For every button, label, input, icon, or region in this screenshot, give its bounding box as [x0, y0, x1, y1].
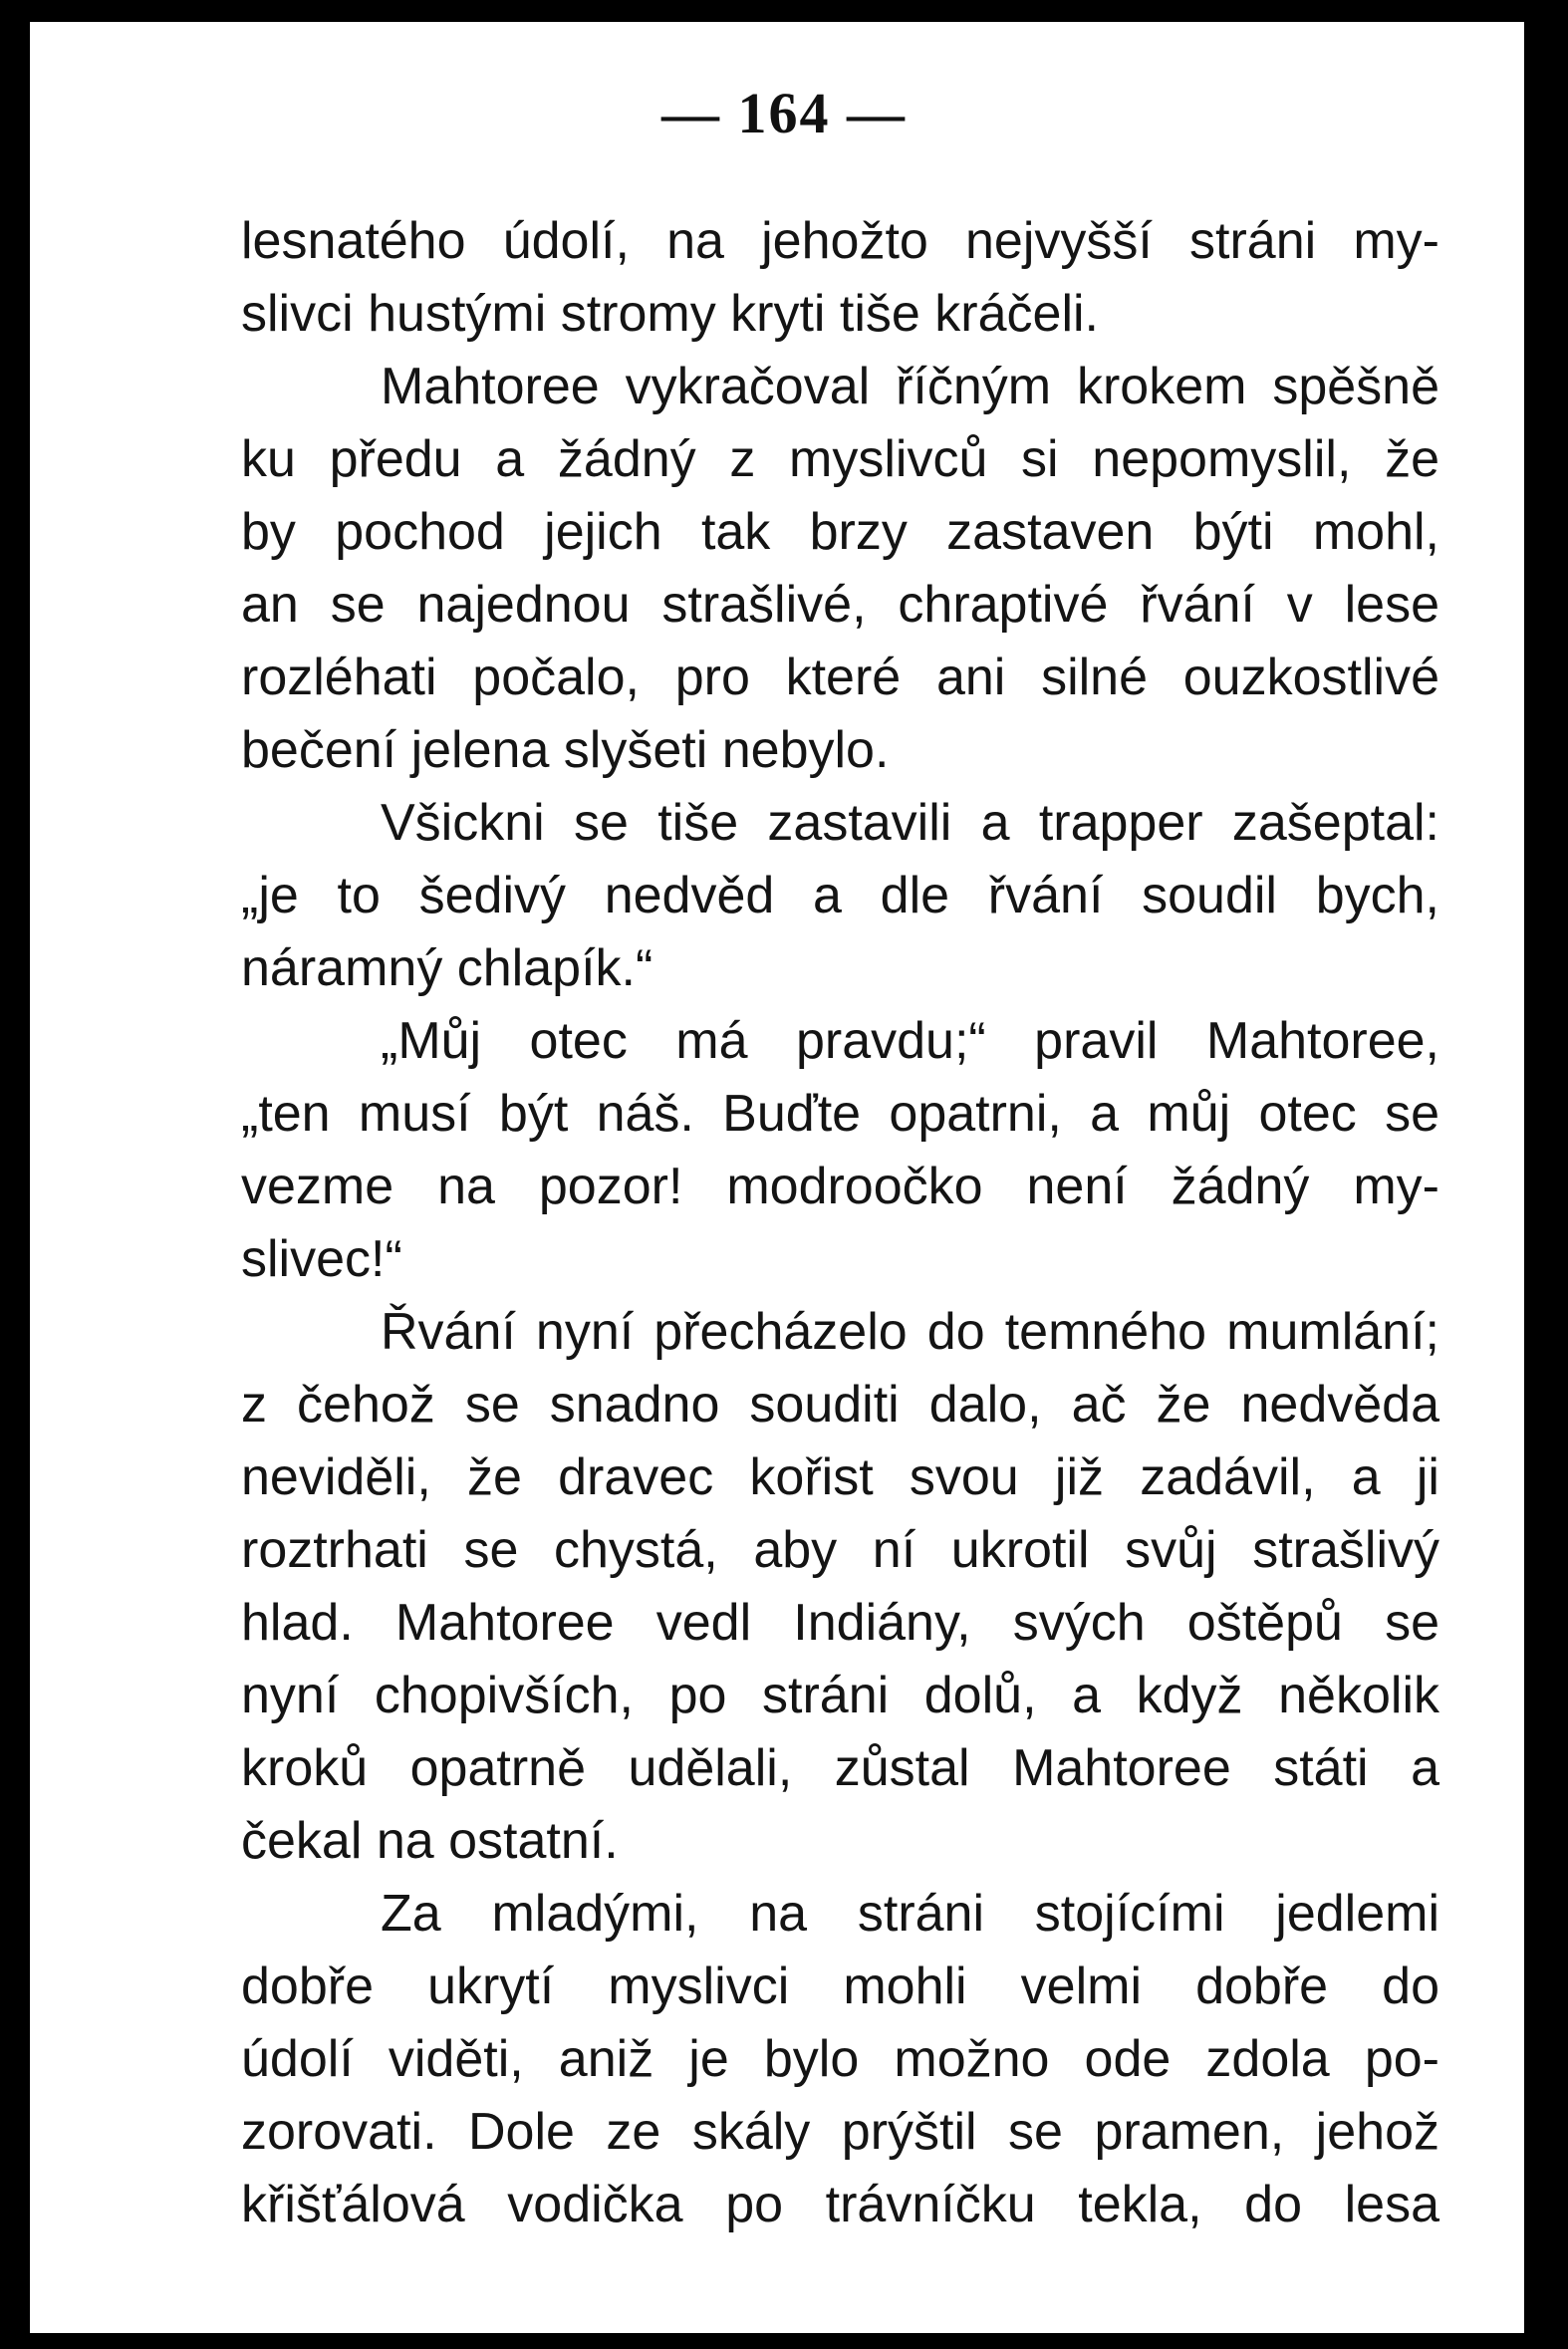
- page-number: — 164 —: [661, 81, 907, 145]
- text-line: nyní chopivších, po stráni dolů, a když několik: [241, 1667, 1439, 1724]
- text-line: bečení jelena slyšeti nebylo.: [241, 721, 890, 779]
- text-line: čekal na ostatní.: [241, 1812, 619, 1870]
- text-line: „je to šedivý nedvěd a dle řvání soudil bych,: [241, 867, 1439, 924]
- text-line: slivci hustými stromy kryti tiše kráčeli.: [241, 285, 1099, 343]
- text-line: an se najednou strašlivé, chraptivé řvání v lese: [241, 576, 1439, 634]
- text-line: Všickni se tiše zastavili a trapper zašeptal:: [381, 794, 1439, 852]
- text-line: křišťálová vodička po trávníčku tekla, do lesa: [241, 2176, 1439, 2233]
- text-line: náramný chlapík.“: [241, 939, 653, 997]
- page-edge-border: [1546, 0, 1568, 2349]
- text-line: vezme na pozor! modroočko není žádný my-: [241, 1158, 1439, 1215]
- text-line: „Můj otec má pravdu;“ pravil Mahtoree,: [381, 1012, 1439, 1070]
- text-line: kroků opatrně udělali, zůstal Mahtoree státi a: [241, 1739, 1439, 1797]
- text-line: lesnatého údolí, na jehožto nejvyšší stráni my-: [241, 212, 1439, 270]
- text-line: Za mladými, na stráni stojícími jedlemi: [381, 1885, 1439, 1943]
- text-line: slivec!“: [241, 1230, 402, 1288]
- text-line: rozléhati počalo, pro které ani silné ouzkostlivé: [241, 649, 1439, 706]
- text-line: roztrhati se chystá, aby ní ukrotil svůj strašlivý: [241, 1521, 1439, 1579]
- text-line: zorovati. Dole ze skály prýštil se pramen, jehož: [241, 2103, 1439, 2161]
- text-line: z čehož se snadno souditi dalo, ač že nedvěda: [241, 1376, 1439, 1434]
- text-line: dobře ukrytí myslivci mohli velmi dobře do: [241, 1958, 1439, 2015]
- text-line: Mahtoree vykračoval říčným krokem spěšně: [381, 358, 1439, 415]
- text-line: neviděli, že dravec kořist svou již zadávil, a ji: [241, 1448, 1439, 1506]
- text-line: hlad. Mahtoree vedl Indiány, svých oštěpů se: [241, 1594, 1439, 1652]
- text-line: údolí viděti, aniž je bylo možno ode zdola po-: [241, 2030, 1439, 2088]
- text-line: „ten musí být náš. Buďte opatrni, a můj otec se: [241, 1085, 1439, 1143]
- body-text: [241, 205, 1439, 2241]
- text-line: ku předu a žádný z myslivců si nepomyslil, že: [241, 430, 1439, 488]
- text-line: by pochod jejich tak brzy zastaven býti mohl,: [241, 503, 1439, 561]
- text-line: Řvání nyní přecházelo do temného mumlání;: [381, 1303, 1439, 1361]
